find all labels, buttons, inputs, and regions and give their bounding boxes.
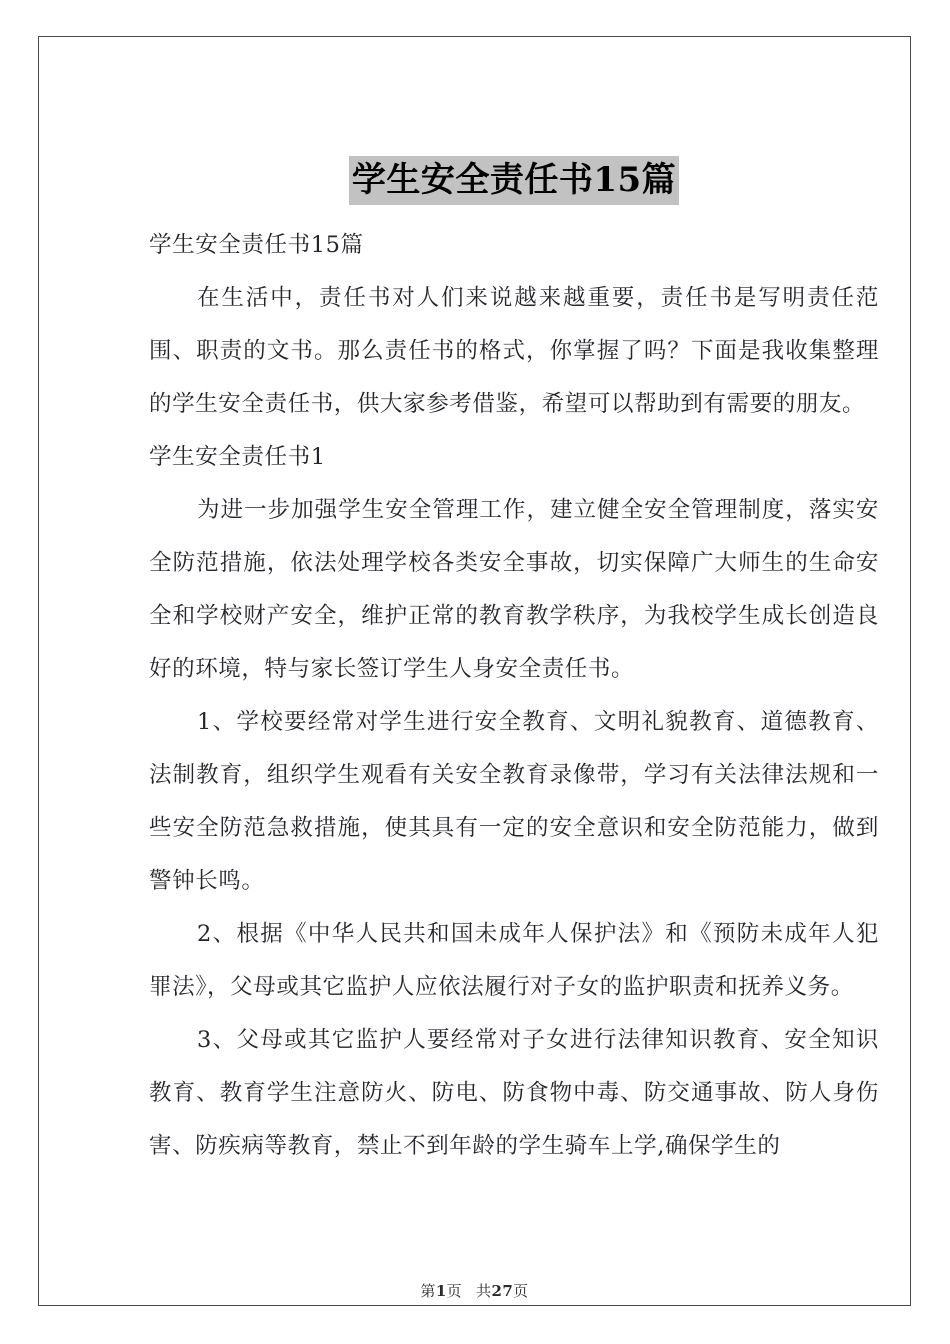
page-title-text: 学生安全责任书15篇 [349,156,679,205]
footer-current-page-suffix: 页 [446,1282,463,1300]
footer-current-page-prefix: 第 [420,1282,436,1300]
footer-total-pages-number: 27 [491,1282,514,1300]
footer-current-page-number: 1 [435,1282,447,1300]
paragraph-item-1: 1、学校要经常对学生进行安全教育、文明礼貌教育、道德教育、法制教育，组织学生观看有关安全教育录像带，学习有关法律法规和一些安全防范急救措施，使其具有一定的安全意识和安全防范能力，做到警钟长鸣。 [149,709,879,894]
paragraph-intro: 在生活中，责任书对人们来说越来越重要，责任书是写明责任范围、职责的文书。那么责任书的格式，你掌握了吗？下面是我收集整理的学生安全责任书，供大家参考借鉴，希望可以帮助到有需要的朋友。 [149,285,879,417]
paragraph-item-3: 3、父母或其它监护人要经常对子女进行法律知识教育、安全知识教育、教育学生注意防火、防电、防食物中毒、防交通事故、防人身伤害、防疾病等教育，禁止不到年龄的学生骑车上学,确保学生的 [149,1027,879,1159]
footer-total-pages-suffix: 页 [513,1282,529,1300]
paragraph-preamble: 为进一步加强学生安全管理工作，建立健全安全管理制度，落实安全防范措施，依法处理学校各类安全事故，切实保障广大师生的生命安全和学校财产安全，维护正常的教育教学秩序，为我校学生成长创造良好的环境，特与家长签订学生人身安全责任书。 [149,497,879,682]
paragraph-item-2: 2、根据《中华人民共和国未成年人保护法》和《预防未成年人犯罪法》，父母或其它监护人应依法履行对子女的监护职责和抚养义务。 [149,921,879,1000]
section-heading-1: 学生安全责任书1 [149,444,326,470]
page-footer [39,1280,910,1301]
footer-total-pages-prefix: 共 [476,1282,492,1300]
page-title [149,155,879,205]
document-body [149,155,879,1173]
page-border-frame [38,36,911,1306]
paragraph-subtitle-line: 学生安全责任书15篇 [149,232,364,258]
